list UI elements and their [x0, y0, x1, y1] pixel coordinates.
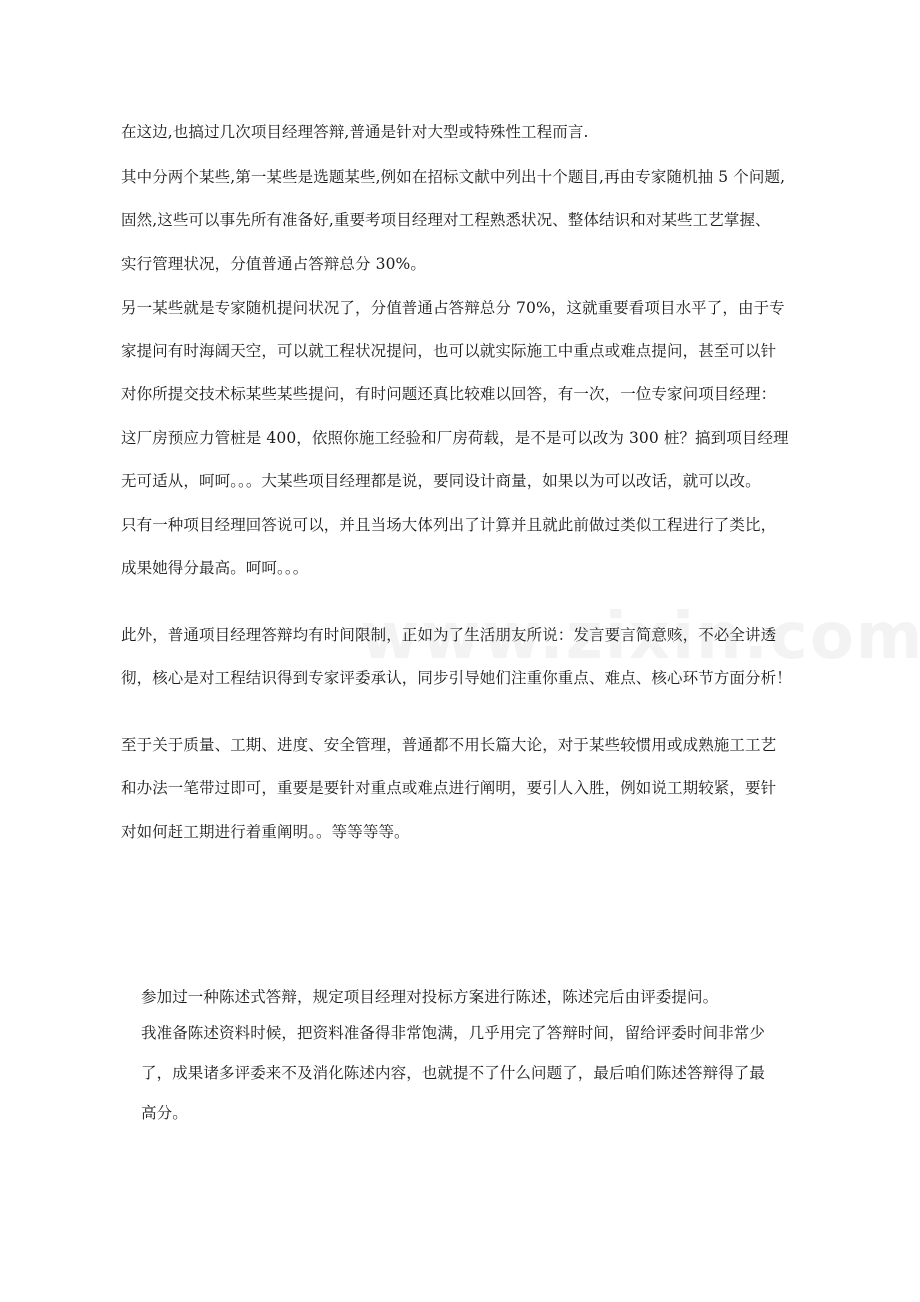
text-line-15: 和办法一笔带过即可，重要是要针对重点或难点进行阐明，要引人入胜，例如说工期较紧，要针 [121, 779, 777, 797]
text-line-12: 此外，普通项目经理答辩均有时间限制，正如为了生活朋友所说：发言要言简意赅，不必全讲透 [121, 626, 777, 644]
text-line-14: 至于关于质量、工期、进度、安全管理，普通都不用长篇大论，对于某些较惯用或成熟施工工艺 [121, 736, 777, 754]
text-line-11: 成果她得分最高。呵呵。。。 [121, 559, 309, 577]
text-line-18: 我准备陈述资料时候，把资料准备得非常饱满，几乎用完了答辩时间，留给评委时间非常少 [141, 1024, 766, 1042]
text-line-8: 这厂房预应力管桩是 400，依照你施工经验和厂房荷载，是不是可以改为 300 桩？搞到项目经理 [121, 429, 789, 447]
text-line-5: 另一某些就是专家随机提问状况了，分值普通占答辩总分 70%，这就重要看项目水平了，由于专 [121, 299, 785, 317]
text-line-4: 实行管理状况，分值普通占答辩总分 30%。 [121, 255, 426, 273]
text-line-16: 对如何赶工期进行着重阐明。。等等等等。 [121, 823, 410, 841]
text-line-19: 了，成果诸多评委来不及消化陈述内容，也就提不了什么问题了，最后咱们陈述答辩得了最 [141, 1064, 766, 1082]
text-line-13: 彻，核心是对工程结识得到专家评委承认，同步引导她们注重你重点、难点、核心环节方面分析！ [121, 669, 792, 687]
text-line-17: 参加过一种陈述式答辩，规定项目经理对投标方案进行陈述，陈述完后由评委提问。 [141, 988, 719, 1006]
text-line-2: 其中分两个某些,第一某些是选题某些,例如在招标文献中列出十个题目,再由专家随机抽 5 个问题, [121, 168, 786, 186]
text-line-20: 高分。 [141, 1104, 188, 1122]
text-line-9: 无可适从，呵呵。。。大某些项目经理都是说，要同设计商量，如果以为可以改话，就可以改。 [121, 472, 761, 490]
text-line-10: 只有一种项目经理回答说可以，并且当场大体列出了计算并且就此前做过类似工程进行了类比， [121, 516, 777, 534]
text-line-6: 家提问有时海阔天空，可以就工程状况提问，也可以就实际施工中重点或难点提问，甚至可以针 [121, 342, 777, 360]
text-line-3: 固然,这些可以事先所有准备好,重要考项目经理对工程熟悉状况、整体结识和对某些工艺掌握、 [121, 211, 771, 229]
text-line-7: 对你所提交技术标某些某些提问，有时问题还真比较难以回答，有一次，一位专家问项目经理： [121, 385, 777, 403]
text-line-1: 在这边,也搞过几次项目经理答辩,普通是针对大型或特殊性工程而言. [121, 123, 589, 141]
